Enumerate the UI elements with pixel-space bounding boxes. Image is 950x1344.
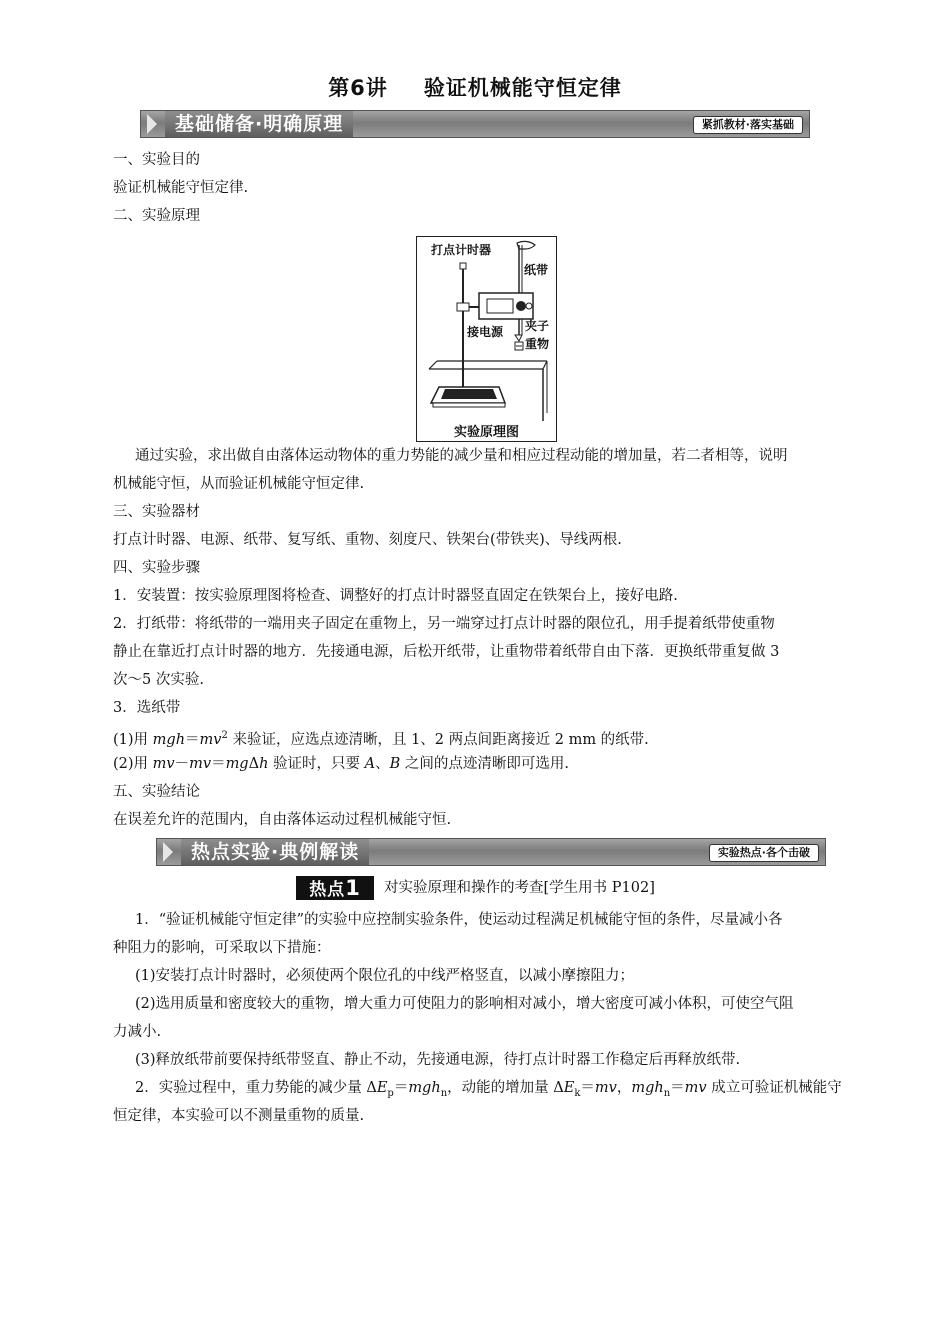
equipment-text: 打点计时器、电源、纸带、复写纸、重物、刻度尺、铁架台(带铁夹)、导线两根. [113,532,622,548]
hot-p1-line-1: 1．“验证机械能守恒定律”的实验中应控制实验条件，使运动过程满足机械能守恒的条件，尽量减小各 [135,912,783,928]
formula-var: mgh [631,1080,664,1096]
principle-line-2: 机械能守恒，从而验证机械能守恒定律. [113,476,365,492]
formula-var: mv [199,731,222,748]
text-run: 2．实验过程中，重力势能的减少量 Δ [135,1080,377,1096]
section-heading-equipment: 三、实验器材 [113,504,200,520]
text-run: ＝ [185,731,200,748]
banner-title: 基础储备·明确原理 [165,111,353,137]
text-run: ＝ [580,1080,595,1096]
lecture-number: 第6讲 [328,76,388,100]
banner-title: 热点实验·典例解读 [181,839,369,865]
step-2-line-2: 静止在靠近打点计时器的地方．先接通电源，后松开纸带，让重物带着纸带自由下落．更换纸带重复做 3 [113,644,780,660]
hot-p1-item-1: (1)安装打点计时器时，必须使两个限位孔的中线严格竖直，以减小摩擦阻力； [135,968,635,984]
text-run: ＝ [393,1080,409,1096]
chevron-icon [147,114,157,134]
formula-var: mv [152,756,175,772]
formula-var: mv [684,1080,707,1096]
experiment-diagram [416,236,557,442]
hot-p1-line-2: 种阻力的影响，可采取以下措施： [113,940,331,956]
formula-var: B [389,756,401,772]
label-power: 接电源 [467,325,504,339]
formula-exp: 2 [221,730,228,741]
section-banner-basics [140,110,810,138]
formula-sub: p [387,1087,394,1099]
text-run: 、 [375,756,390,772]
hot-p1-item-2-line-2: 力减小. [113,1024,162,1040]
label-timer: 打点计时器 [431,243,492,257]
formula-var: E [376,1080,388,1096]
text-run: ，动能的增加量 Δ [447,1080,564,1096]
text-run: 验证时，只要 [268,756,365,772]
step-3-2 [113,754,569,774]
step-3-1 [113,726,649,750]
step-2-line-3: 次～5 次实验. [113,672,204,688]
formula-sub: n [440,1087,448,1099]
purpose-text: 验证机械能守恒定律. [113,180,249,196]
formula-var: A [364,756,376,772]
badge-number: 1 [345,876,361,900]
hot-p2-line-1 [135,1078,842,1104]
step-2-line-1: 2．打纸带：将纸带的一端用夹子固定在重物上，另一端穿过打点计时器的限位孔，用手提着纸带使重物 [113,616,775,632]
lecture-topic: 验证机械能守恒定律 [423,76,622,100]
hot-p2-line-2: 恒定律，本实验可以不测量重物的质量. [113,1108,365,1124]
hot-point-title: 对实验原理和操作的考查[学生用书 P102] [384,880,655,896]
section-heading-conclusion: 五、实验结论 [113,784,200,800]
formula-var: mgh [152,731,186,748]
step-1: 1．安装置：按实验原理图将检查、调整好的打点计时器竖直固定在铁架台上，接好电路. [113,588,678,604]
formula-var: E [563,1080,575,1096]
text-run: Δ [248,756,260,772]
text-run: ， [616,1080,632,1096]
formula-sub: n [663,1087,671,1099]
section-heading-purpose: 一、实验目的 [113,152,200,168]
section-banner-hot [156,838,826,866]
section-heading-steps: 四、实验步骤 [113,560,200,576]
banner-tag: 实验热点·各个击破 [709,844,819,862]
formula-var: mgh [408,1080,441,1096]
text-run: (2)用 [113,756,153,772]
section-heading-principle: 二、实验原理 [113,208,200,224]
formula-var: mg [225,756,249,772]
step-3: 3．选纸带 [113,700,181,716]
text-run: ＝ [211,756,226,772]
label-clip: 夹子 [525,319,550,333]
text-run: (1)用 [113,731,153,748]
label-weight: 重物 [525,337,550,351]
conclusion-text: 在误差允许的范围内，自由落体运动过程机械能守恒. [113,812,452,828]
hot-p1-item-3: (3)释放纸带前要保持纸带竖直、静止不动，先接通电源，待打点计时器工作稳定后再释放纸带. [135,1052,741,1068]
text-run: 之间的点迹清晰即可选用. [400,756,570,772]
diagram-caption: 实验原理图 [453,425,519,440]
formula-var: mv [594,1080,617,1096]
page-title [0,72,950,102]
text-run: － [174,756,190,772]
text-run: ＝ [670,1080,685,1096]
formula-var: h [259,756,269,772]
formula-sub: k [574,1087,581,1099]
banner-tag: 紧抓教材·落实基础 [693,116,803,134]
chevron-icon [163,842,173,862]
hot-p1-item-2-line-1: (2)选用质量和密度较大的重物，增大重力可使阻力的影响相对减小，增大密度可减小体积，可使空气阻 [135,996,794,1012]
text-run: 来验证，应选点迹清晰，且 1、2 两点间距离接近 2 mm 的纸带. [227,731,649,748]
hot-point-badge [296,876,374,900]
label-tape: 纸带 [524,263,549,277]
badge-text: 热点 [309,880,346,900]
text-run: 成立可验证机械能守 [706,1080,842,1096]
formula-var: mv [189,756,212,772]
principle-line-1: 通过实验，求出做自由落体运动物体的重力势能的减少量和相应过程动能的增加量，若二者相等，说明 [135,448,788,464]
